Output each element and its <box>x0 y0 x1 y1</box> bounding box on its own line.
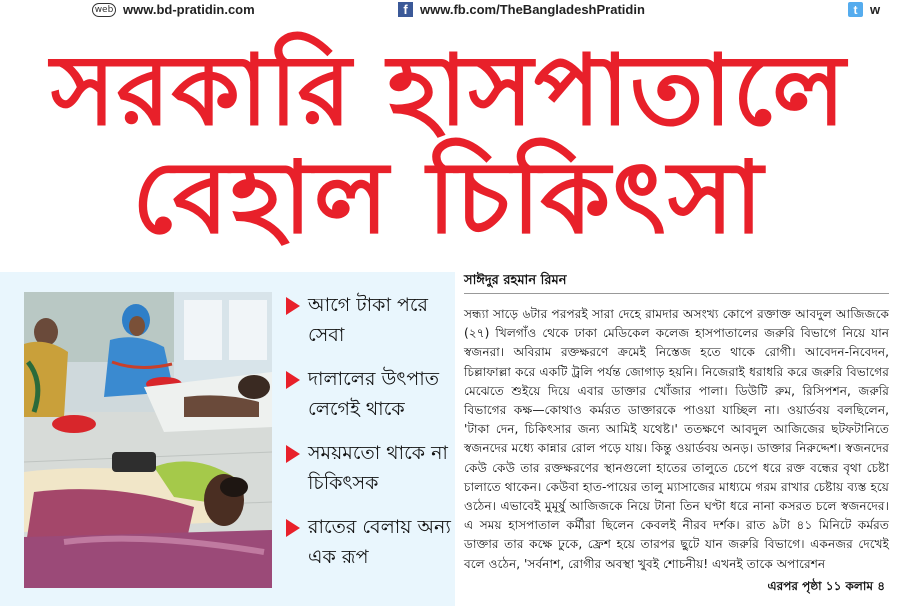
web-icon: web <box>92 3 116 17</box>
highlight-list <box>286 290 454 586</box>
twitter-icon: t <box>848 2 863 17</box>
highlight-item <box>286 438 454 498</box>
highlight-item <box>286 512 454 572</box>
headline-line-2: বেহাল চিকিৎসা <box>132 139 765 256</box>
facebook-url: www.fb.com/TheBangladeshPratidin <box>420 2 645 17</box>
web-url: www.bd-pratidin.com <box>123 2 255 17</box>
red-arrow-icon <box>286 371 300 389</box>
social-bar <box>0 0 897 20</box>
article-body: সন্ধ্যা সাড়ে ৬টার পরপরই সারা দেহে রামদার অসংখ্য কোপে রক্তাক্ত আবদুল আজিজকে (২৭) খিলগাঁও থেকে ঢাকা মেডিকেল কলেজ হাসপাতালের জরুরি বিভাগে নিয়ে যান স্বজনরা। অবিরাম রক্তক্ষরণে ক্রমেই নিস্তেজ হতে থাকে রোগী। আবেদন-নিবেদন, চিল্লাফাল্লা করে একটি ট্রলি পর্যন্ত জোগাড় হয়নি। নিজেরাই ধরাধরি করে জরুরি বিভাগের মেঝেতে শুইয়ে দিয়ে এবার ডাক্তার খোঁজার পালা। ডিউটি রুম, রিসিপশন, জরুরি বিভাগের কক্ষ—কোথাও কর্মরত ডাক্তারকে পাওয়া যাচ্ছিল না। ওয়ার্ডবয় বলছিলেন, 'টাকা দেন, চিকিৎসার জন্য আমিই যথেষ্ট।' ততক্ষণে আবদুল আজিজের ছটফটানিতে স্বজনদের মধ্যে কান্নার রোল পড়ে যায়। কিন্তু ওয়ার্ডবয় অনড়। ডাক্তার নিরুদ্দেশ। স্বজনদের কেউ কেউ তার রক্তক্ষরণের স্থানগুলো হাতের তালুতে চেপে ধরে রক্ত বন্ধের বৃথা চেষ্টা চালাতে থাকেন। কেউবা হাত-পায়ের তালু ম্যাসাজের মাধ্যমে গরম রাখার চেষ্টায় ব্যস্ত হয়ে ওঠেন। এভাবেই মুমূর্ষু আজিজকে নিয়ে টানা তিন ঘণ্টা ধরে নানা কসরত চলে স্বজনদের। এ সময় হাসপাতাল কর্মীরা ছিলেন কেবলই নীরব দর্শক। রাত ৯টা ৪১ মিনিটে কর্মরত ডাক্তার তার কক্ষে ঢুকে, ফ্রেশ হয়ে তারপর ছুটে যান জরুরি বিভাগে। একনজর দেখেই বলে ওঠেন, 'সর্বনাশ, রোগীর অবস্থা খুবই শোচনীয়! এখনই তাকে অপারেশন <box>464 307 889 571</box>
facebook-icon: f <box>398 2 413 17</box>
facebook-link[interactable] <box>398 1 645 18</box>
red-arrow-icon <box>286 445 300 463</box>
hospital-patients-photo <box>24 292 272 588</box>
highlight-label: আগে টাকা পরে সেবা <box>308 294 428 346</box>
highlight-item <box>286 364 454 424</box>
headline-line-1: সরকারি হাসপাতালে <box>50 34 847 148</box>
twitter-link[interactable] <box>848 1 880 18</box>
red-arrow-icon <box>286 519 300 537</box>
twitter-text: w <box>870 2 881 17</box>
highlight-label: সময়মতো থাকে না চিকিৎসক <box>308 442 448 494</box>
highlight-label: রাতের বেলায় অন্য এক রূপ <box>308 516 451 568</box>
article-byline: সাঈদুর রহমান রিমন <box>464 273 567 288</box>
web-link[interactable] <box>92 1 255 18</box>
byline-divider <box>464 293 889 294</box>
continued-on-page[interactable]: এরপর পৃষ্ঠা ১১ কলাম ৪ <box>767 579 885 593</box>
highlight-label: দালালের উৎপাত লেগেই থাকে <box>308 368 440 420</box>
highlight-item <box>286 290 454 350</box>
red-arrow-icon <box>286 297 300 315</box>
